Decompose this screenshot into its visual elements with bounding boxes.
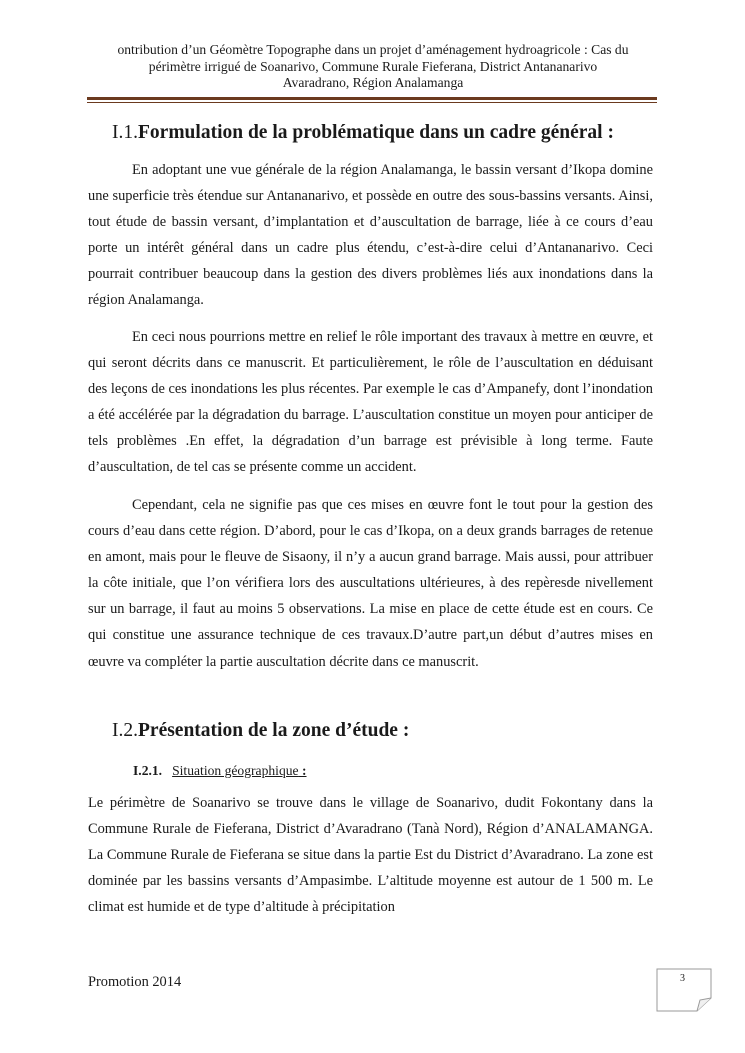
- section-title: Présentation de la zone d’étude :: [138, 720, 410, 741]
- paragraph-4: [88, 790, 653, 920]
- subsection-number: I.2.1.: [133, 763, 163, 778]
- subsection-title: Situation géographique: [172, 763, 299, 778]
- section-number: I.1.: [112, 122, 138, 143]
- subsection-colon: :: [301, 763, 307, 778]
- paragraph-3: [88, 492, 653, 675]
- paragraph-text: Cependant, cela ne signifie pas que ces mises en œuvre font le tout pour la gestion des cours d’eau dans cette région. D’abord, pour le cas d’Ikopa, on a deux grands barrages de retenue en amont, mais pour le fleuve de Sisaony, il n’y a aucun grand barrage. Mais aussi, pour attribuer la côte initiale, que l’on vérifiera lors des auscultations ultérieures, à des repèresde nivellement sur un barrage, il faut au moins 5 observations. La mise en place de cette étude est en cours. Ce qui constitue une assurance technique de ces travaux.D’autre part,un début d’autres mises en œuvre va compléter la partie auscultation décrite dans ce manuscrit.: [88, 497, 653, 670]
- header-rule-thick: [87, 97, 657, 100]
- section-title: Formulation de la problématique dans un cadre général :: [138, 122, 614, 143]
- header-line-3: Avaradrano, Région Analamanga: [282, 75, 464, 90]
- page-number-box: [656, 968, 712, 1012]
- paragraph-text: Le périmètre de Soanarivo se trouve dans le village de Soanarivo, dudit Fokontany dans la Commune Rurale de Fieferana, District d’Avaradrano (Tanà Nord), Région d’ANALAMANGA. La Commune Rurale de Fieferana se situe dans la partie Est du District d’Avaradrano. La zone est dominée par les bassins versants d’Ampasimbe. L’altitude moyenne est autour de 1 500 m. Le climat est humide et de type d’altitude à précipitation: [88, 795, 653, 916]
- header-line-2: périmètre irrigué de Soanarivo, Commune Rurale Fieferana, District Antananarivo: [148, 58, 598, 74]
- paragraph-2: [88, 324, 653, 481]
- paragraph-1: [88, 157, 653, 314]
- section-heading-1-2: [112, 719, 409, 743]
- section-heading-1-1: [112, 121, 614, 145]
- header-line-1: ontribution d’un Géomètre Topographe dans un projet d’aménagement hydroagricole : Cas du: [117, 42, 629, 57]
- running-header: [84, 42, 662, 92]
- footer-promotion: Promotion 2014: [88, 974, 182, 990]
- header-rule-thin: [87, 102, 657, 103]
- section-number: I.2.: [112, 720, 138, 741]
- paragraph-text: En ceci nous pourrions mettre en relief le rôle important des travaux à mettre en œuvre, et qui seront décrits dans ce manuscrit. Et particulièrement, le rôle de l’auscultation en déduisant des leçons de ces inondations les plus récentes. Par exemple le cas d’Ampanefy, dont l’inondation a été accélérée par la dégradation du barrage. L’auscultation constitue un moyen pour anticiper de tels problèmes .En effet, la dégradation d’un barrage est prévisible à long terme. Faute d’auscultation, de tel cas se présente comme un accident.: [88, 329, 653, 476]
- paragraph-text: En adoptant une vue générale de la région Analamanga, le bassin versant d’Ikopa domine une superficie très étendue sur Antananarivo, et possède en outre des sous-bassins versants. Ainsi, tout étude de bassin versant, d’implantation et d’auscultation de barrage, liée à ce cours d’eau porte un intérêt général dans un cadre plus étendu, c’est-à-dire celui d’Antananarivo. Ceci pourrait contribuer beaucoup dans la gestion des divers problèmes liés aux inondations dans la région Analamanga.: [88, 162, 653, 309]
- subsection-heading-1-2-1: [133, 762, 307, 780]
- page-number: 3: [680, 973, 685, 984]
